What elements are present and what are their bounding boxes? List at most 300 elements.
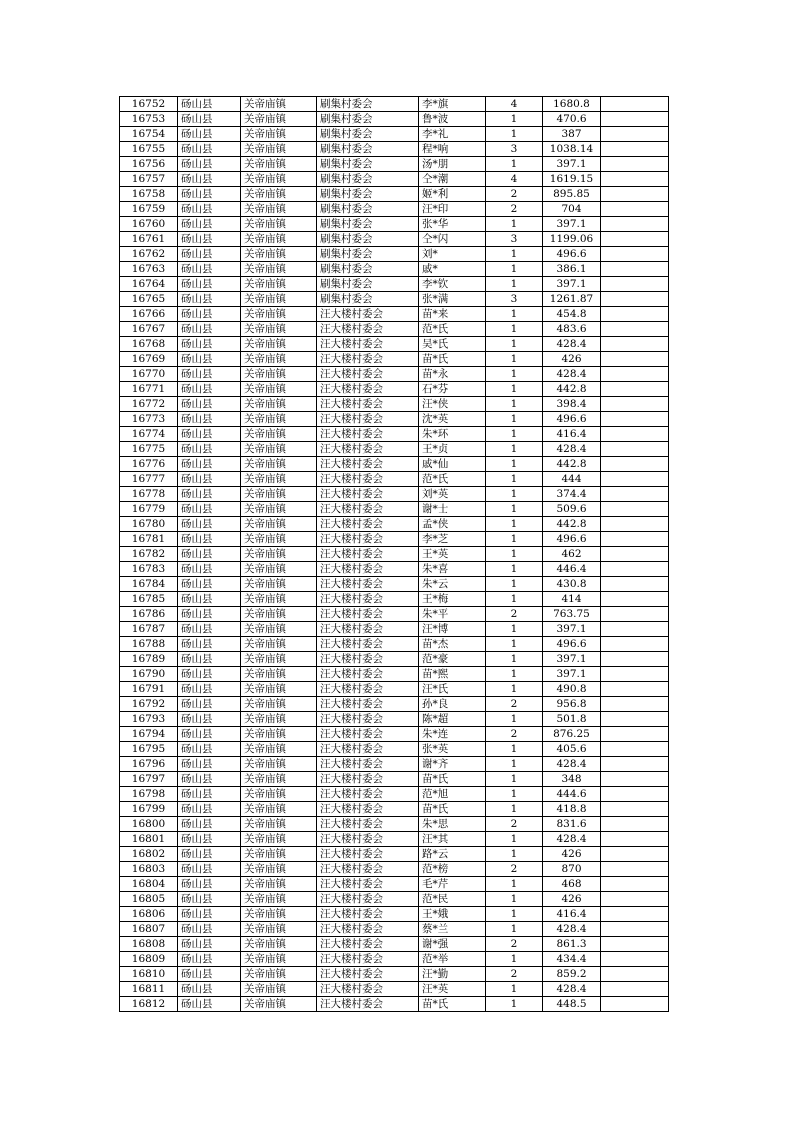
name-cell: 刘* xyxy=(419,247,486,262)
count-cell: 2 xyxy=(486,862,543,877)
count-cell: 1 xyxy=(486,157,543,172)
town-cell: 关帝庙镇 xyxy=(241,127,317,142)
amount-cell: 428.4 xyxy=(543,367,601,382)
county-cell: 砀山县 xyxy=(178,247,241,262)
town-cell: 关帝庙镇 xyxy=(241,757,317,772)
village-cell: 汪大楼村委会 xyxy=(317,847,419,862)
county-cell: 砀山县 xyxy=(178,517,241,532)
village-cell: 汪大楼村委会 xyxy=(317,322,419,337)
county-cell: 砀山县 xyxy=(178,232,241,247)
village-cell: 汪大楼村委会 xyxy=(317,712,419,727)
id-cell: 16782 xyxy=(120,547,178,562)
id-cell: 16761 xyxy=(120,232,178,247)
town-cell: 关帝庙镇 xyxy=(241,817,317,832)
amount-cell: 374.4 xyxy=(543,487,601,502)
town-cell: 关帝庙镇 xyxy=(241,562,317,577)
amount-cell: 444 xyxy=(543,472,601,487)
town-cell: 关帝庙镇 xyxy=(241,187,317,202)
remark-cell xyxy=(601,982,669,997)
village-cell: 汪大楼村委会 xyxy=(317,967,419,982)
id-cell: 16765 xyxy=(120,292,178,307)
count-cell: 1 xyxy=(486,637,543,652)
id-cell: 16788 xyxy=(120,637,178,652)
county-cell: 砀山县 xyxy=(178,967,241,982)
id-cell: 16768 xyxy=(120,337,178,352)
count-cell: 1 xyxy=(486,502,543,517)
town-cell: 关帝庙镇 xyxy=(241,517,317,532)
village-cell: 汪大楼村委会 xyxy=(317,982,419,997)
count-cell: 3 xyxy=(486,232,543,247)
village-cell: 汪大楼村委会 xyxy=(317,607,419,622)
count-cell: 1 xyxy=(486,877,543,892)
town-cell: 关帝庙镇 xyxy=(241,442,317,457)
table-row xyxy=(120,847,669,862)
village-cell: 汪大楼村委会 xyxy=(317,532,419,547)
name-cell: 李*钦 xyxy=(419,277,486,292)
table-row xyxy=(120,217,669,232)
table-row xyxy=(120,907,669,922)
county-cell: 砀山县 xyxy=(178,562,241,577)
name-cell: 朱*思 xyxy=(419,817,486,832)
id-cell: 16764 xyxy=(120,277,178,292)
town-cell: 关帝庙镇 xyxy=(241,172,317,187)
county-cell: 砀山县 xyxy=(178,352,241,367)
village-cell: 汪大楼村委会 xyxy=(317,637,419,652)
id-cell: 16798 xyxy=(120,787,178,802)
county-cell: 砀山县 xyxy=(178,532,241,547)
count-cell: 2 xyxy=(486,607,543,622)
village-cell: 刷集村委会 xyxy=(317,232,419,247)
count-cell: 1 xyxy=(486,412,543,427)
village-cell: 汪大楼村委会 xyxy=(317,652,419,667)
amount-cell: 501.8 xyxy=(543,712,601,727)
county-cell: 砀山县 xyxy=(178,217,241,232)
amount-cell: 416.4 xyxy=(543,907,601,922)
amount-cell: 861.3 xyxy=(543,937,601,952)
town-cell: 关帝庙镇 xyxy=(241,427,317,442)
name-cell: 陈*超 xyxy=(419,712,486,727)
count-cell: 2 xyxy=(486,817,543,832)
town-cell: 关帝庙镇 xyxy=(241,397,317,412)
name-cell: 朱*云 xyxy=(419,577,486,592)
name-cell: 李*礼 xyxy=(419,127,486,142)
count-cell: 1 xyxy=(486,277,543,292)
count-cell: 1 xyxy=(486,922,543,937)
name-cell: 李*旗 xyxy=(419,97,486,112)
town-cell: 关帝庙镇 xyxy=(241,337,317,352)
county-cell: 砀山县 xyxy=(178,727,241,742)
name-cell: 戚* xyxy=(419,262,486,277)
amount-cell: 876.25 xyxy=(543,727,601,742)
id-cell: 16752 xyxy=(120,97,178,112)
town-cell: 关帝庙镇 xyxy=(241,487,317,502)
town-cell: 关帝庙镇 xyxy=(241,997,317,1012)
amount-cell: 405.6 xyxy=(543,742,601,757)
village-cell: 刷集村委会 xyxy=(317,202,419,217)
table-row xyxy=(120,172,669,187)
table-row xyxy=(120,307,669,322)
id-cell: 16796 xyxy=(120,757,178,772)
town-cell: 关帝庙镇 xyxy=(241,277,317,292)
name-cell: 朱*环 xyxy=(419,427,486,442)
id-cell: 16795 xyxy=(120,742,178,757)
county-cell: 砀山县 xyxy=(178,277,241,292)
table-row xyxy=(120,697,669,712)
name-cell: 路*云 xyxy=(419,847,486,862)
id-cell: 16753 xyxy=(120,112,178,127)
remark-cell xyxy=(601,967,669,982)
id-cell: 16781 xyxy=(120,532,178,547)
id-cell: 16757 xyxy=(120,172,178,187)
count-cell: 1 xyxy=(486,352,543,367)
count-cell: 1 xyxy=(486,127,543,142)
table-row xyxy=(120,487,669,502)
table-row xyxy=(120,277,669,292)
table-row xyxy=(120,922,669,937)
table-row xyxy=(120,577,669,592)
county-cell: 砀山县 xyxy=(178,592,241,607)
id-cell: 16780 xyxy=(120,517,178,532)
remark-cell xyxy=(601,892,669,907)
data-table xyxy=(119,96,669,1012)
village-cell: 汪大楼村委会 xyxy=(317,682,419,697)
amount-cell: 870 xyxy=(543,862,601,877)
amount-cell: 442.8 xyxy=(543,457,601,472)
village-cell: 汪大楼村委会 xyxy=(317,352,419,367)
county-cell: 砀山县 xyxy=(178,937,241,952)
county-cell: 砀山县 xyxy=(178,397,241,412)
amount-cell: 397.1 xyxy=(543,277,601,292)
amount-cell: 462 xyxy=(543,547,601,562)
town-cell: 关帝庙镇 xyxy=(241,97,317,112)
name-cell: 汪*博 xyxy=(419,622,486,637)
name-cell: 谢*齐 xyxy=(419,757,486,772)
town-cell: 关帝庙镇 xyxy=(241,982,317,997)
county-cell: 砀山县 xyxy=(178,322,241,337)
town-cell: 关帝庙镇 xyxy=(241,532,317,547)
county-cell: 砀山县 xyxy=(178,172,241,187)
remark-cell xyxy=(601,592,669,607)
id-cell: 16779 xyxy=(120,502,178,517)
amount-cell: 444.6 xyxy=(543,787,601,802)
town-cell: 关帝庙镇 xyxy=(241,652,317,667)
village-cell: 汪大楼村委会 xyxy=(317,472,419,487)
remark-cell xyxy=(601,427,669,442)
amount-cell: 397.1 xyxy=(543,217,601,232)
id-cell: 16810 xyxy=(120,967,178,982)
town-cell: 关帝庙镇 xyxy=(241,952,317,967)
county-cell: 砀山县 xyxy=(178,472,241,487)
count-cell: 2 xyxy=(486,202,543,217)
remark-cell xyxy=(601,652,669,667)
amount-cell: 398.4 xyxy=(543,397,601,412)
town-cell: 关帝庙镇 xyxy=(241,217,317,232)
name-cell: 刘*英 xyxy=(419,487,486,502)
village-cell: 汪大楼村委会 xyxy=(317,802,419,817)
remark-cell xyxy=(601,922,669,937)
town-cell: 关帝庙镇 xyxy=(241,847,317,862)
amount-cell: 496.6 xyxy=(543,532,601,547)
remark-cell xyxy=(601,997,669,1012)
village-cell: 汪大楼村委会 xyxy=(317,382,419,397)
id-cell: 16803 xyxy=(120,862,178,877)
amount-cell: 496.6 xyxy=(543,637,601,652)
name-cell: 苗*熙 xyxy=(419,667,486,682)
village-cell: 汪大楼村委会 xyxy=(317,742,419,757)
id-cell: 16770 xyxy=(120,367,178,382)
village-cell: 刷集村委会 xyxy=(317,277,419,292)
id-cell: 16801 xyxy=(120,832,178,847)
remark-cell xyxy=(601,352,669,367)
remark-cell xyxy=(601,412,669,427)
count-cell: 1 xyxy=(486,547,543,562)
remark-cell xyxy=(601,322,669,337)
table-row xyxy=(120,667,669,682)
remark-cell xyxy=(601,487,669,502)
amount-cell: 483.6 xyxy=(543,322,601,337)
town-cell: 关帝庙镇 xyxy=(241,157,317,172)
county-cell: 砀山县 xyxy=(178,892,241,907)
table-row xyxy=(120,112,669,127)
count-cell: 2 xyxy=(486,697,543,712)
count-cell: 3 xyxy=(486,142,543,157)
table-row xyxy=(120,142,669,157)
county-cell: 砀山县 xyxy=(178,412,241,427)
id-cell: 16812 xyxy=(120,997,178,1012)
name-cell: 范*举 xyxy=(419,952,486,967)
count-cell: 1 xyxy=(486,907,543,922)
remark-cell xyxy=(601,142,669,157)
amount-cell: 454.8 xyxy=(543,307,601,322)
count-cell: 1 xyxy=(486,397,543,412)
table-row xyxy=(120,892,669,907)
table-row xyxy=(120,682,669,697)
town-cell: 关帝庙镇 xyxy=(241,667,317,682)
amount-cell: 428.4 xyxy=(543,922,601,937)
county-cell: 砀山县 xyxy=(178,667,241,682)
village-cell: 汪大楼村委会 xyxy=(317,502,419,517)
town-cell: 关帝庙镇 xyxy=(241,877,317,892)
count-cell: 1 xyxy=(486,757,543,772)
village-cell: 汪大楼村委会 xyxy=(317,997,419,1012)
name-cell: 范*豪 xyxy=(419,652,486,667)
remark-cell xyxy=(601,547,669,562)
count-cell: 1 xyxy=(486,532,543,547)
id-cell: 16784 xyxy=(120,577,178,592)
table-row xyxy=(120,187,669,202)
id-cell: 16760 xyxy=(120,217,178,232)
id-cell: 16786 xyxy=(120,607,178,622)
id-cell: 16792 xyxy=(120,697,178,712)
id-cell: 16772 xyxy=(120,397,178,412)
name-cell: 毛*芹 xyxy=(419,877,486,892)
name-cell: 张*英 xyxy=(419,742,486,757)
town-cell: 关帝庙镇 xyxy=(241,967,317,982)
county-cell: 砀山县 xyxy=(178,157,241,172)
table-row xyxy=(120,127,669,142)
town-cell: 关帝庙镇 xyxy=(241,112,317,127)
remark-cell xyxy=(601,172,669,187)
village-cell: 汪大楼村委会 xyxy=(317,412,419,427)
village-cell: 汪大楼村委会 xyxy=(317,517,419,532)
remark-cell xyxy=(601,202,669,217)
town-cell: 关帝庙镇 xyxy=(241,457,317,472)
amount-cell: 859.2 xyxy=(543,967,601,982)
amount-cell: 397.1 xyxy=(543,157,601,172)
count-cell: 1 xyxy=(486,832,543,847)
count-cell: 1 xyxy=(486,472,543,487)
amount-cell: 387 xyxy=(543,127,601,142)
village-cell: 刷集村委会 xyxy=(317,292,419,307)
name-cell: 王*贞 xyxy=(419,442,486,457)
table-row xyxy=(120,727,669,742)
remark-cell xyxy=(601,637,669,652)
id-cell: 16758 xyxy=(120,187,178,202)
town-cell: 关帝庙镇 xyxy=(241,787,317,802)
village-cell: 汪大楼村委会 xyxy=(317,697,419,712)
count-cell: 1 xyxy=(486,652,543,667)
id-cell: 16789 xyxy=(120,652,178,667)
name-cell: 汪*勤 xyxy=(419,967,486,982)
name-cell: 汪*英 xyxy=(419,982,486,997)
id-cell: 16754 xyxy=(120,127,178,142)
village-cell: 汪大楼村委会 xyxy=(317,337,419,352)
village-cell: 汪大楼村委会 xyxy=(317,907,419,922)
id-cell: 16809 xyxy=(120,952,178,967)
name-cell: 范*榜 xyxy=(419,862,486,877)
name-cell: 王*英 xyxy=(419,547,486,562)
town-cell: 关帝庙镇 xyxy=(241,682,317,697)
name-cell: 苗*氏 xyxy=(419,772,486,787)
amount-cell: 496.6 xyxy=(543,412,601,427)
table-row xyxy=(120,862,669,877)
town-cell: 关帝庙镇 xyxy=(241,382,317,397)
table-row xyxy=(120,502,669,517)
name-cell: 汪*其 xyxy=(419,832,486,847)
table-row xyxy=(120,937,669,952)
village-cell: 汪大楼村委会 xyxy=(317,832,419,847)
town-cell: 关帝庙镇 xyxy=(241,322,317,337)
count-cell: 4 xyxy=(486,97,543,112)
village-cell: 汪大楼村委会 xyxy=(317,622,419,637)
remark-cell xyxy=(601,472,669,487)
county-cell: 砀山县 xyxy=(178,307,241,322)
remark-cell xyxy=(601,562,669,577)
table-row xyxy=(120,802,669,817)
remark-cell xyxy=(601,367,669,382)
table-row xyxy=(120,442,669,457)
count-cell: 3 xyxy=(486,292,543,307)
remark-cell xyxy=(601,787,669,802)
id-cell: 16769 xyxy=(120,352,178,367)
table-row xyxy=(120,382,669,397)
count-cell: 1 xyxy=(486,382,543,397)
amount-cell: 895.85 xyxy=(543,187,601,202)
count-cell: 2 xyxy=(486,187,543,202)
county-cell: 砀山县 xyxy=(178,502,241,517)
remark-cell xyxy=(601,97,669,112)
name-cell: 王*梅 xyxy=(419,592,486,607)
town-cell: 关帝庙镇 xyxy=(241,622,317,637)
table-row xyxy=(120,412,669,427)
village-cell: 汪大楼村委会 xyxy=(317,397,419,412)
count-cell: 1 xyxy=(486,442,543,457)
amount-cell: 397.1 xyxy=(543,622,601,637)
town-cell: 关帝庙镇 xyxy=(241,202,317,217)
county-cell: 砀山县 xyxy=(178,847,241,862)
id-cell: 16800 xyxy=(120,817,178,832)
amount-cell: 1619.15 xyxy=(543,172,601,187)
county-cell: 砀山县 xyxy=(178,337,241,352)
id-cell: 16777 xyxy=(120,472,178,487)
town-cell: 关帝庙镇 xyxy=(241,832,317,847)
name-cell: 吴*氏 xyxy=(419,337,486,352)
table-row xyxy=(120,712,669,727)
amount-cell: 416.4 xyxy=(543,427,601,442)
remark-cell xyxy=(601,112,669,127)
village-cell: 汪大楼村委会 xyxy=(317,952,419,967)
county-cell: 砀山县 xyxy=(178,202,241,217)
county-cell: 砀山县 xyxy=(178,997,241,1012)
village-cell: 汪大楼村委会 xyxy=(317,307,419,322)
table-row xyxy=(120,367,669,382)
village-cell: 刷集村委会 xyxy=(317,142,419,157)
county-cell: 砀山县 xyxy=(178,622,241,637)
town-cell: 关帝庙镇 xyxy=(241,472,317,487)
table-row xyxy=(120,97,669,112)
id-cell: 16773 xyxy=(120,412,178,427)
county-cell: 砀山县 xyxy=(178,712,241,727)
town-cell: 关帝庙镇 xyxy=(241,772,317,787)
village-cell: 汪大楼村委会 xyxy=(317,922,419,937)
village-cell: 汪大楼村委会 xyxy=(317,862,419,877)
id-cell: 16793 xyxy=(120,712,178,727)
village-cell: 刷集村委会 xyxy=(317,112,419,127)
remark-cell xyxy=(601,442,669,457)
village-cell: 汪大楼村委会 xyxy=(317,772,419,787)
name-cell: 苗*氏 xyxy=(419,997,486,1012)
table-row xyxy=(120,457,669,472)
count-cell: 1 xyxy=(486,742,543,757)
town-cell: 关帝庙镇 xyxy=(241,142,317,157)
name-cell: 朱*喜 xyxy=(419,562,486,577)
name-cell: 张*满 xyxy=(419,292,486,307)
amount-cell: 428.4 xyxy=(543,757,601,772)
count-cell: 2 xyxy=(486,967,543,982)
village-cell: 汪大楼村委会 xyxy=(317,442,419,457)
amount-cell: 428.4 xyxy=(543,982,601,997)
remark-cell xyxy=(601,802,669,817)
name-cell: 苗*来 xyxy=(419,307,486,322)
table-row xyxy=(120,952,669,967)
amount-cell: 428.4 xyxy=(543,337,601,352)
table-row xyxy=(120,832,669,847)
name-cell: 范*民 xyxy=(419,892,486,907)
amount-cell: 1680.8 xyxy=(543,97,601,112)
remark-cell xyxy=(601,727,669,742)
remark-cell xyxy=(601,622,669,637)
remark-cell xyxy=(601,382,669,397)
id-cell: 16794 xyxy=(120,727,178,742)
county-cell: 砀山县 xyxy=(178,832,241,847)
town-cell: 关帝庙镇 xyxy=(241,607,317,622)
town-cell: 关帝庙镇 xyxy=(241,502,317,517)
name-cell: 沈*英 xyxy=(419,412,486,427)
amount-cell: 956.8 xyxy=(543,697,601,712)
county-cell: 砀山县 xyxy=(178,367,241,382)
count-cell: 1 xyxy=(486,517,543,532)
county-cell: 砀山县 xyxy=(178,877,241,892)
